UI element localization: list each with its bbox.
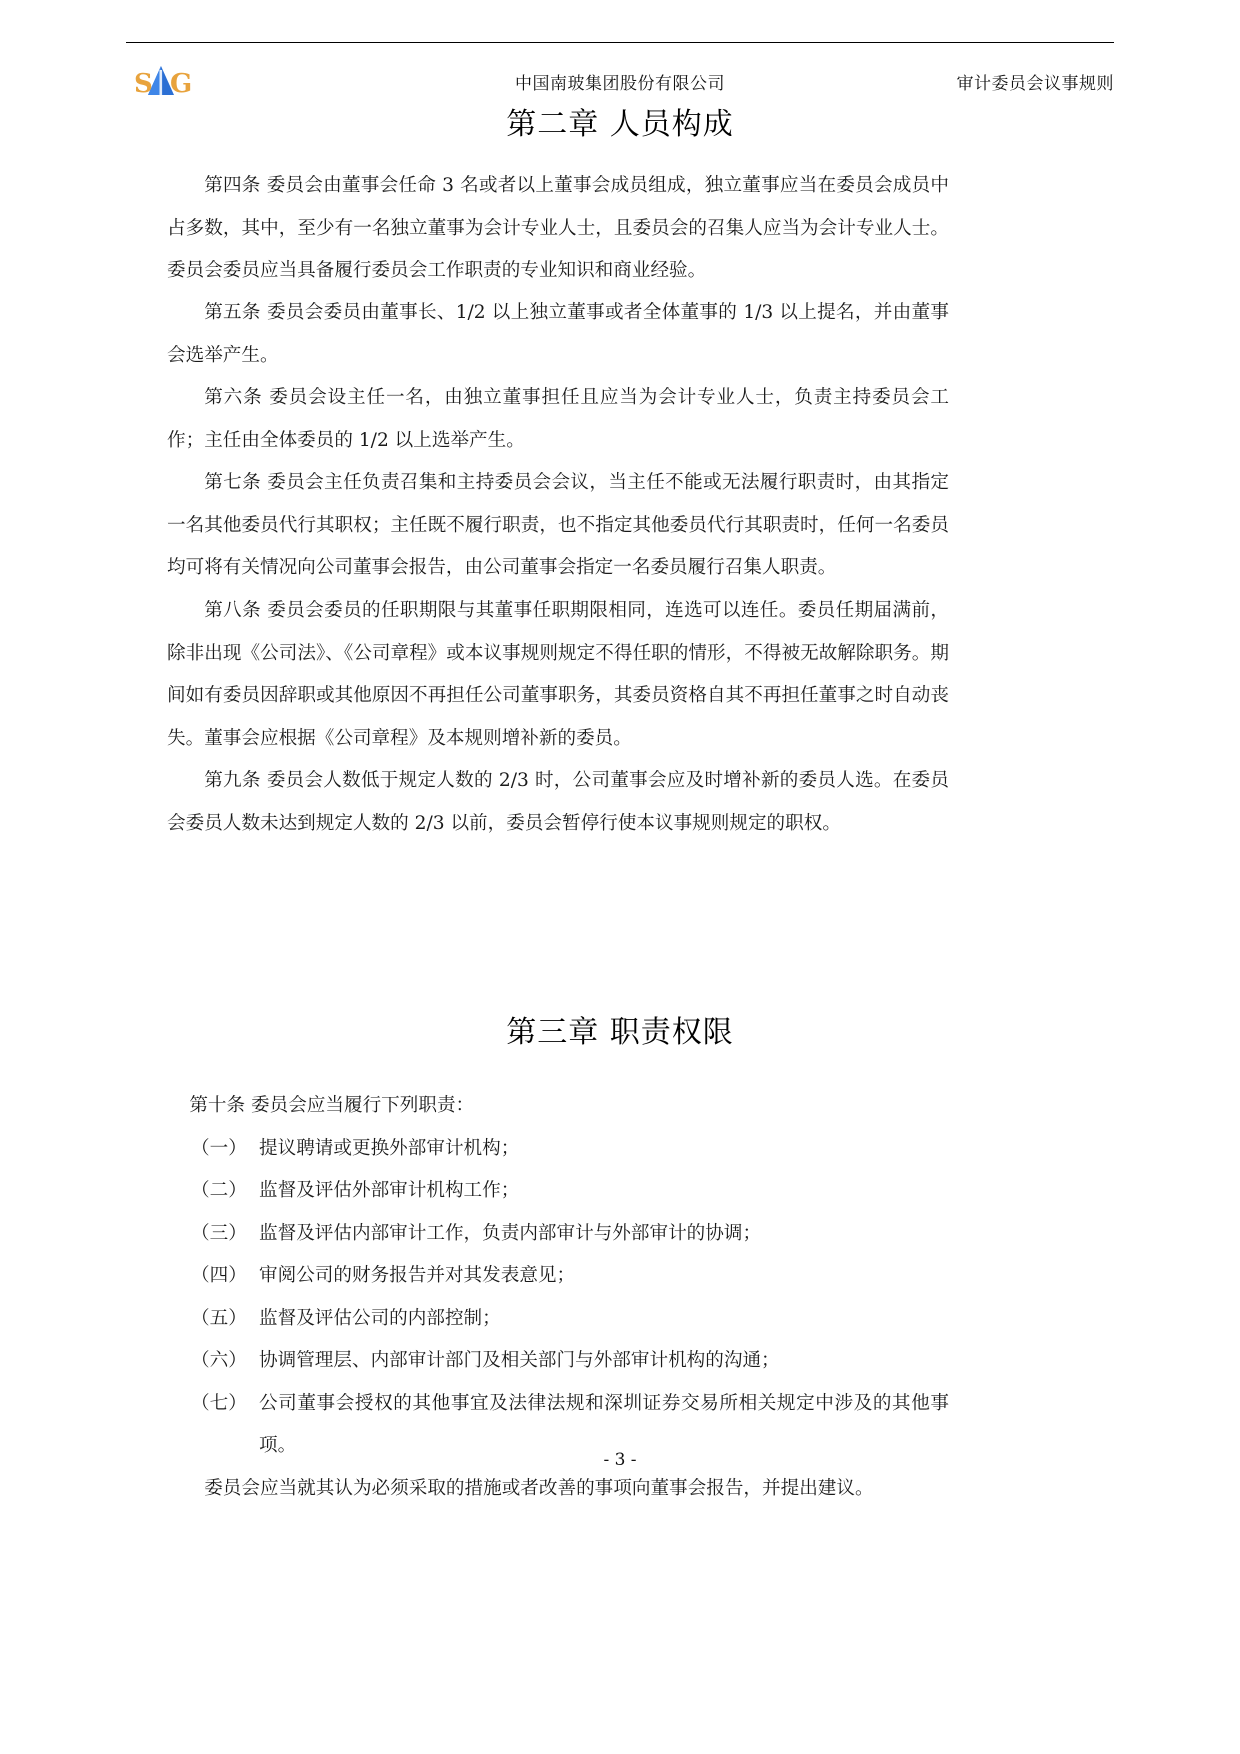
duty-text: 协调管理层、内部审计部门及相关部门与外部审计机构的沟通；	[259, 1350, 780, 1371]
duty-marker: （一）	[191, 1137, 247, 1159]
article-9	[167, 760, 949, 845]
duty-text: 监督及评估内部审计工作，负责内部审计与外部审计的协调；	[259, 1222, 762, 1244]
duty-marker: （四）	[191, 1265, 247, 1286]
article-4	[167, 165, 949, 293]
duty-text: 提议聘请或更换外部审计机构；	[259, 1137, 520, 1159]
duty-marker: （五）	[191, 1307, 247, 1329]
duty-marker: （七）	[191, 1392, 247, 1414]
list-item	[167, 1255, 949, 1298]
duty-text: 监督及评估公司的内部控制；	[259, 1307, 501, 1329]
chapter-2-heading: 第二章 人员构成	[506, 107, 734, 142]
article-6	[167, 377, 949, 462]
svg-text:S: S	[134, 69, 153, 98]
duty-marker: （二）	[191, 1180, 247, 1201]
article-10	[167, 1085, 949, 1510]
article-10-closing: 委员会应当就其认为必须采取的措施或者改善的事项向董事会报告，并提出建议。	[204, 1477, 874, 1499]
article-9-text: 第九条 委员会人数低于规定人数的 2/3 时，公司董事会应及时增补新的委员人选。在委员会委员人数未达到规定人数的 2/3 以前，委员会暂停行使本议事规则规定的职权。	[167, 770, 949, 834]
svg-text:G: G	[170, 69, 192, 98]
list-item	[167, 1298, 949, 1341]
list-item	[167, 1340, 949, 1383]
list-item	[167, 1128, 949, 1171]
article-5-text: 第五条 委员会委员由董事长、1/2 以上独立董事或者全体董事的 1/3 以上提名，并由董事会选举产生。	[167, 302, 949, 366]
article-7-text: 第七条 委员会主任负责召集和主持委员会会议，当主任不能或无法履行职责时，由其指定一名其他委员代行其职权；主任既不履行职责，也不指定其他委员代行其职责时，任何一名委员均可将有关情况向公司董事会报告，由公司董事会指定一名委员履行召集人职责。	[167, 472, 949, 578]
duty-list	[167, 1128, 949, 1468]
duty-text: 公司董事会授权的其他事宜及法律法规和深圳证券交易所相关规定中涉及的其他事项。	[259, 1392, 949, 1456]
list-item	[167, 1170, 949, 1213]
article-10-lead: 第十条 委员会应当履行下列职责：	[189, 1095, 475, 1116]
article-4-text: 第四条 委员会由董事会任命 3 名或者以上董事会成员组成，独立董事应当在委员会成员中占多数，其中，至少有一名独立董事为会计专业人士，且委员会的召集人应当为会计专业人士。委员会委员应当具备履行委员会工作职责的专业知识和商业经验。	[167, 175, 949, 281]
duty-marker: （六）	[191, 1350, 247, 1371]
chapter-3-heading: 第三章 职责权限	[506, 1015, 734, 1050]
header-company-name: 中国南玻集团股份有限公司	[515, 74, 725, 94]
page-header	[126, 58, 1114, 104]
header-row	[126, 58, 1114, 98]
article-8-text: 第八条 委员会委员的任职期限与其董事任职期限相同，连选可以连任。委员任期届满前，除非出现《公司法》、《公司章程》或本议事规则规定不得任职的情形，不得被无故解除职务。期间如有委员因辞职或其他原因不再担任公司董事职务，其委员资格自其不再担任董事之时自动丧失。董事会应根据《公司章程》及本规则增补新的委员。	[167, 600, 949, 749]
article-6-text: 第六条 委员会设主任一名，由独立董事担任且应当为会计专业人士，负责主持委员会工作；主任由全体委员的 1/2 以上选举产生。	[167, 387, 949, 451]
article-5	[167, 292, 949, 377]
list-item	[167, 1213, 949, 1256]
duty-text: 审阅公司的财务报告并对其发表意见；	[259, 1265, 576, 1286]
article-7	[167, 462, 949, 590]
page-number: - 3 -	[603, 1450, 637, 1470]
header-divider	[126, 42, 1114, 43]
header-document-title: 审计委员会议事规则	[956, 74, 1114, 94]
duty-text: 监督及评估外部审计机构工作；	[259, 1180, 520, 1201]
article-8	[167, 590, 949, 760]
duty-marker: （三）	[191, 1222, 247, 1244]
